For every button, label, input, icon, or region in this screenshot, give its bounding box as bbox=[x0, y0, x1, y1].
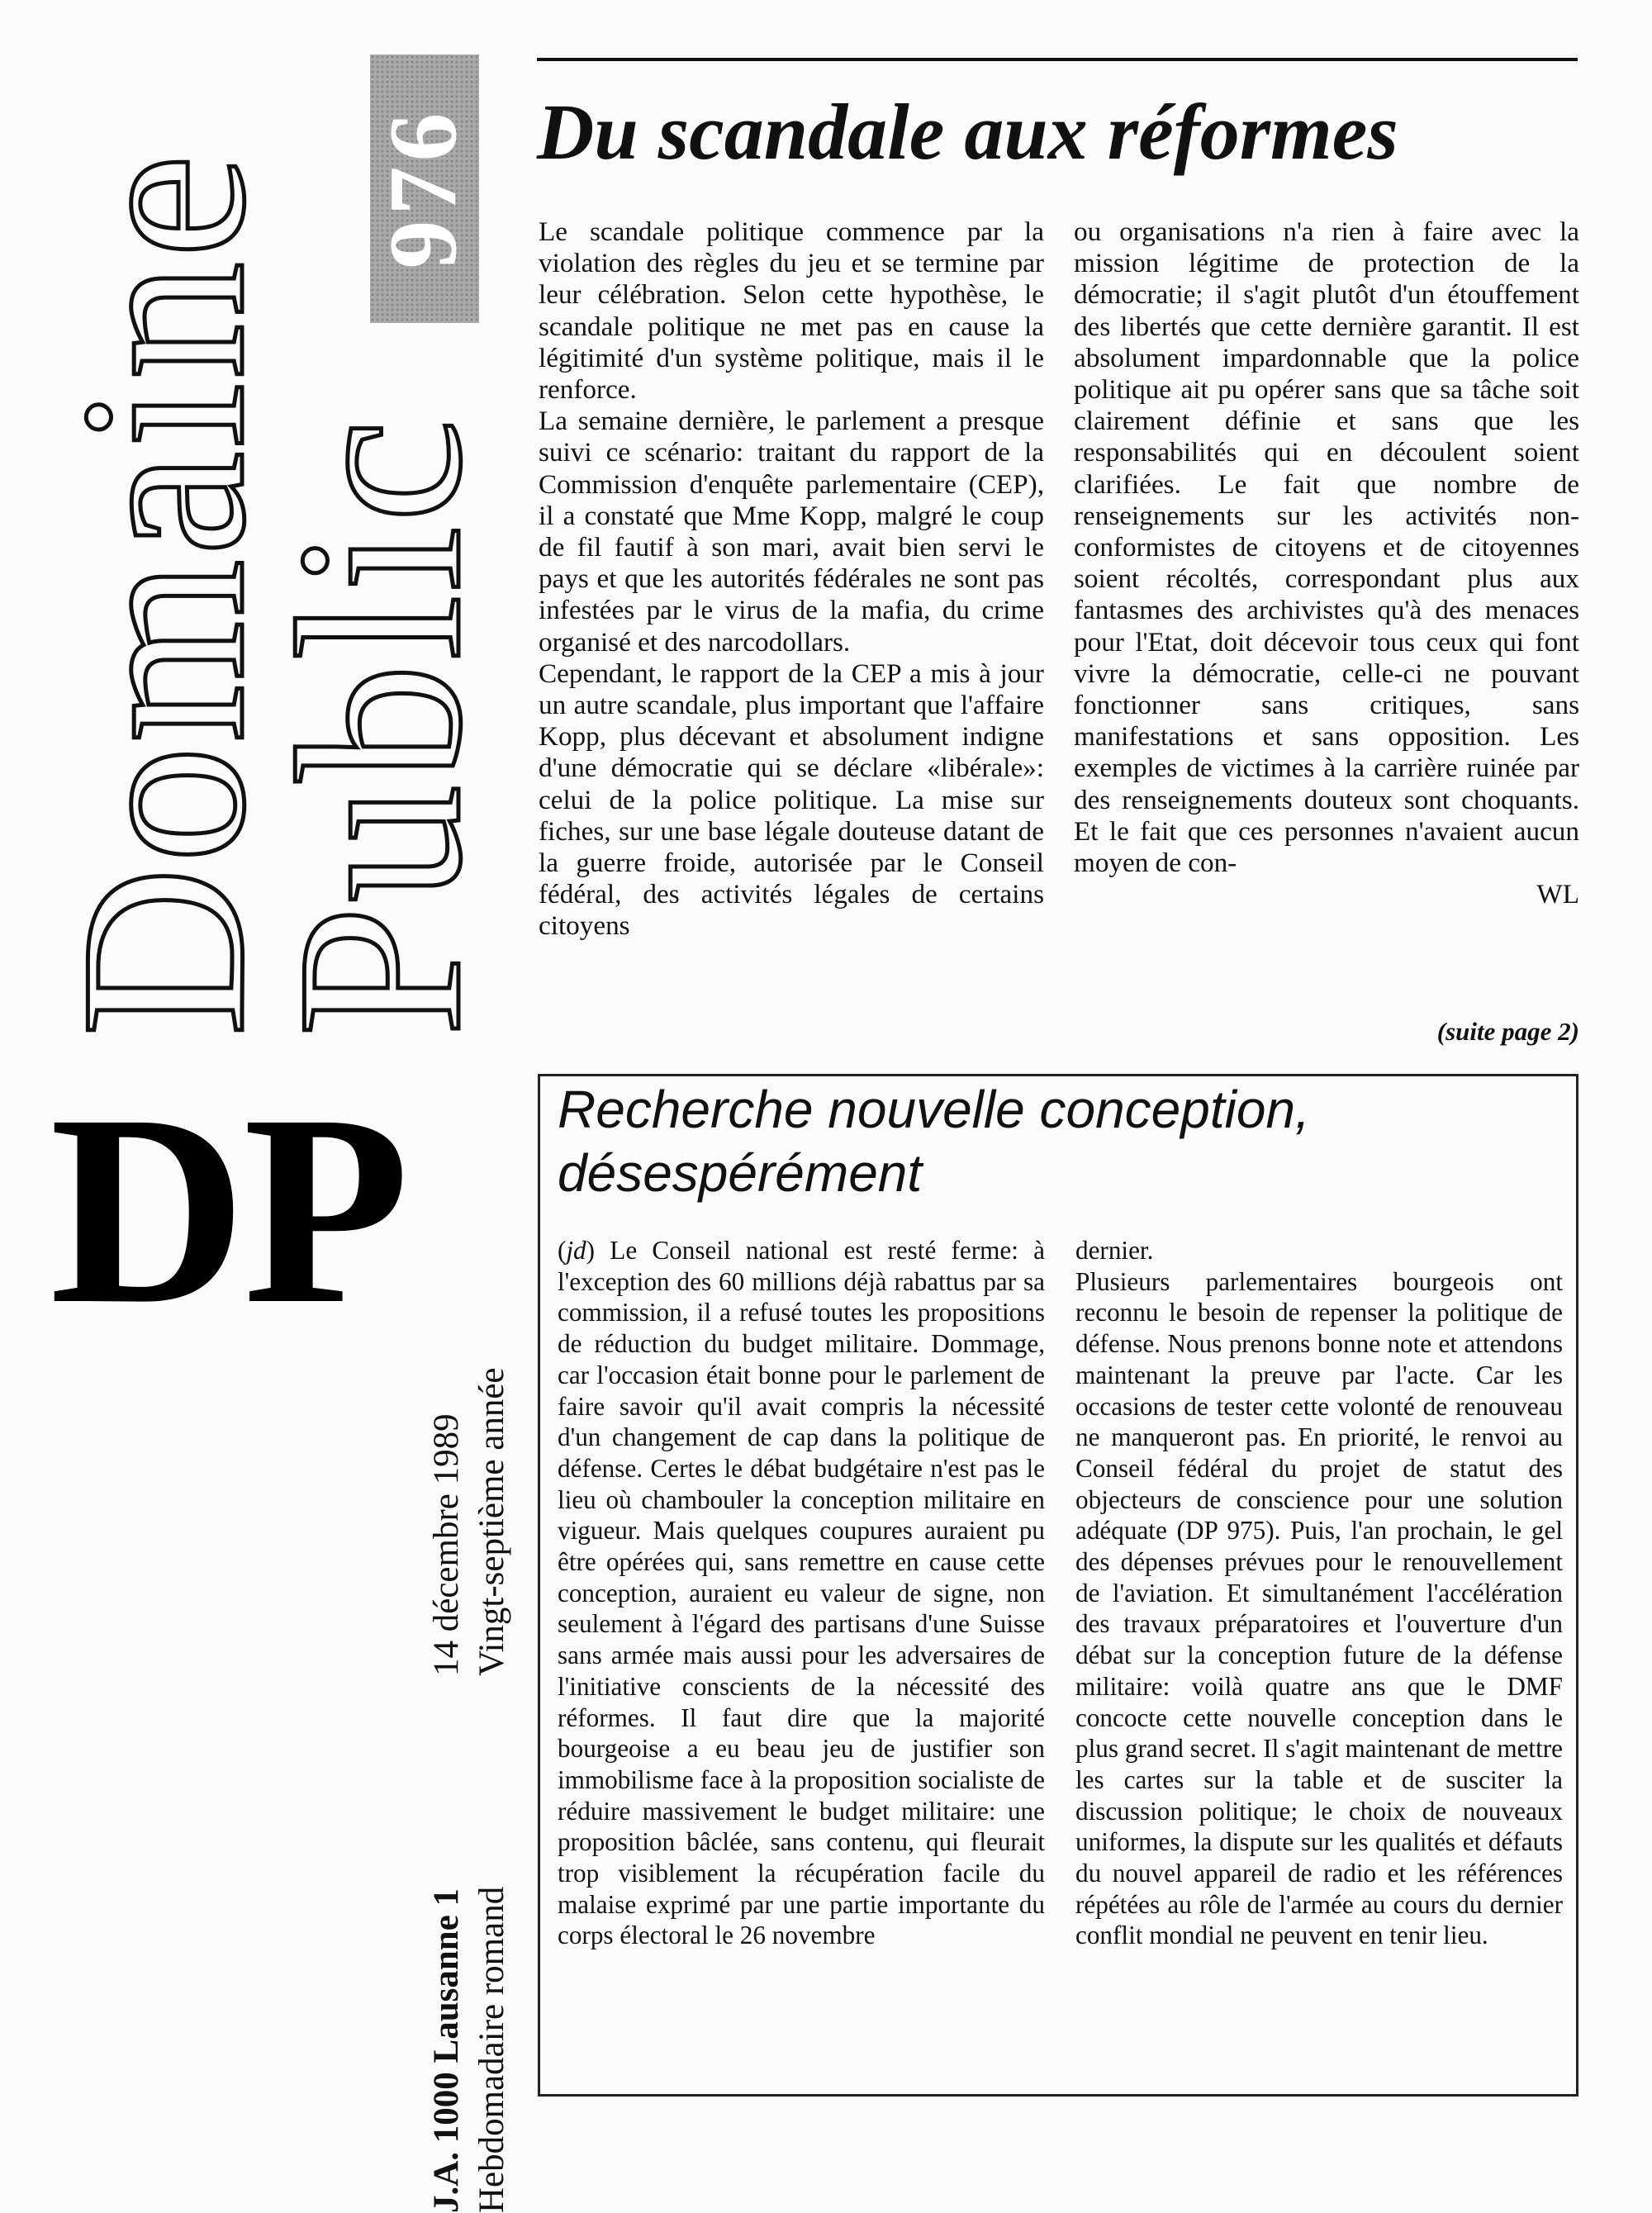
article1-paragraph: Le scandale politique commence par la violation des règles du jeu et se termine par leur célébration. Selon cette hypothèse, le scandale politique ne met pas en cause la légitimité d'un système politique, mais il le renforce. bbox=[539, 216, 1044, 406]
publication-year: Vingt-septième année bbox=[472, 1367, 511, 1676]
article1-paragraph: ou organisations n'a rien à faire avec la mission légitime de protection de la démocratie; il s'agit plutôt d'un étouffement des libertés que cette dernière garantit. Il est absolument impardonnable que la police politique ait pu opérer sans que sa tâche soit clairement définie et sans que les responsabilités qui en découlent soient clarifiées. Le fait que nombre de renseignements sur les activités non-conformistes de citoyens et de citoyennes soient récoltés, correspondant plus aux fantasmes des archivistes qu'à des menaces pour l'Etat, doit décevoir tous ceux qui font vivre la démocratie, celle-ci ne pouvant fonctionner sans critiques, sans manifestations et sans opposition. Les exemples de victimes à la carrière ruinée par des renseignements douteux sont choquants. Et le fait que ces personnes n'avaient aucun moyen de con- bbox=[1074, 216, 1579, 879]
masthead-title-line2: Public bbox=[249, 415, 510, 1037]
issue-number: 976 bbox=[368, 107, 477, 269]
publication-info bbox=[426, 1367, 534, 2213]
publication-date: 14 décembre 1989 bbox=[427, 1413, 466, 1676]
article2-paragraph: dernier. bbox=[1075, 1236, 1154, 1265]
article2-paragraph: (jd) Le Conseil national est resté ferme: à l'exception des 60 millions déjà rabattus par sa commission, il a refusé toutes les propositions de réduction du budget militaire. Dommage, car l'occasion était bonne pour le parlement de faire savoir qu'il avait compris la nécessité d'un changement de cap dans la politique de défense. Certes le débat budgétaire n'est pas le lieu où chambouler la conception militaire en vigueur. Mais quelques coupures auraient pu être opérées qui, sans remettre en cause cette conception, auraient eu valeur de signe, non seulement à l'égard des partisans d'une Suisse sans armée mais aussi pour les adversaires de l'initiative conscients de la nécessité des réformes. Il faut dire que la majorité bourgeoise a eu beau jeu de justifier son immobilisme face à la proposition socialiste de réduire massivement le budget militaire: une proposition bâclée, sans contenu, qui fleurait trop visiblement la récupération facile du malaise exprimé par une partie importante du corps électoral le 26 novembre bbox=[558, 1236, 1045, 1950]
article1-headline: Du scandale aux réformes bbox=[537, 88, 1398, 176]
article1-column1 bbox=[539, 216, 1044, 943]
article2-column2 bbox=[1075, 1235, 1563, 1951]
author-tag: jd bbox=[566, 1236, 586, 1265]
article1-paragraph: La semaine dernière, le parlement a presque suivi ce scénario: traitant du rapport de la Commission d'enquête parlementaire (CEP), il a constaté que Mme Kopp, malgré le coup de fil fautif à son mari, avait bien servi le pays et que les autorités fédérales ne sont pas infestées par le virus de la mafia, du crime organisé et des narcodollars. bbox=[539, 406, 1044, 658]
article1-column2 bbox=[1074, 216, 1579, 910]
article1-signature: WL bbox=[1536, 879, 1579, 910]
publication-type: Hebdomadaire romand bbox=[472, 1886, 511, 2213]
top-rule bbox=[537, 58, 1578, 61]
article2-headline-line1: Recherche nouvelle conception, bbox=[558, 1080, 1310, 1139]
issue-number-badge bbox=[370, 55, 479, 323]
article2-headline bbox=[558, 1078, 1565, 1205]
article1-paragraph: Cependant, le rapport de la CEP a mis à jour un autre scandale, plus important que l'affaire Kopp, plus décevant et absolument indigne d'une démocratie qui se déclare «libérale»: celui de la police politique. La mise sur fiches, sur une base légale douteuse datant de la guerre froide, autorisée par le Conseil fédéral, des activités légales de certains citoyens bbox=[539, 658, 1044, 942]
article2-column1 bbox=[558, 1235, 1045, 1951]
dp-logo: DP bbox=[50, 1059, 406, 1361]
article2-paragraph: Plusieurs parlementaires bourgeois ont reconnu le besoin de repenser la politique de défense. Nous prenons bonne note et attendons maintenant la preuve par l'acte. Car les occasions de tester cette volonté de renouveau ne manqueront pas. En priorité, le renvoi au Conseil fédéral du projet de statut des objecteurs de conscience pour une solution adéquate (DP 975). Puis, l'an prochain, le gel des dépenses prévues pour le renouvellement de l'aviation. Et simultanément l'accélération des travaux préparatoires et l'ouverture d'un débat sur la conception future de la défense militaire: voilà quatre ans que le DMF concocte cette nouvelle conception dans le plus grand secret. Il s'agit maintenant de mettre les cartes sur la table et de susciter la discussion politique; le choix de nouveaux uniformes, la dispute sur les qualités et défauts du nouvel appareil de radio et les références répétées au rôle de l'armée au cours du dernier conflit mondial ne peuvent en tenir lieu. bbox=[1075, 1266, 1563, 1950]
article2-intro: Le Conseil national est resté ferme: à l'exception des 60 millions déjà rabattus par sa commission, il a refusé toutes les propositions de réduction du budget militaire. Dommage, car l'occasion était bonne pour le parlement de faire savoir qu'il avait compris la nécessité d'un changement de cap dans la politique de défense. Certes le débat budgétaire n'est pas le lieu où chambouler la conception militaire en vigueur. Mais quelques coupures auraient pu être opérées qui, sans remettre en cause cette conception, auraient eu valeur de signe, non seulement à l'égard des partisans d'une Suisse sans armée mais aussi pour les adversaires de l'initiative conscients de la nécessité des réformes. Il faut dire que la majorité bourgeoise a eu beau jeu de justifier son immobilisme face à la proposition socialiste de réduire massivement le budget militaire: une proposition bâclée, sans contenu, qui fleurait trop visiblement la récupération facile du malaise exprimé par une partie importante du corps électoral le 26 novembre bbox=[558, 1236, 1045, 1950]
publication-address: J.A. 1000 Lausanne 1 bbox=[427, 1888, 466, 2213]
masthead-title-line1: Domaine bbox=[32, 150, 293, 1037]
article1-continued-link[interactable]: (suite page 2) bbox=[1436, 1017, 1579, 1046]
article2-headline-line2: désespérément bbox=[558, 1143, 923, 1203]
